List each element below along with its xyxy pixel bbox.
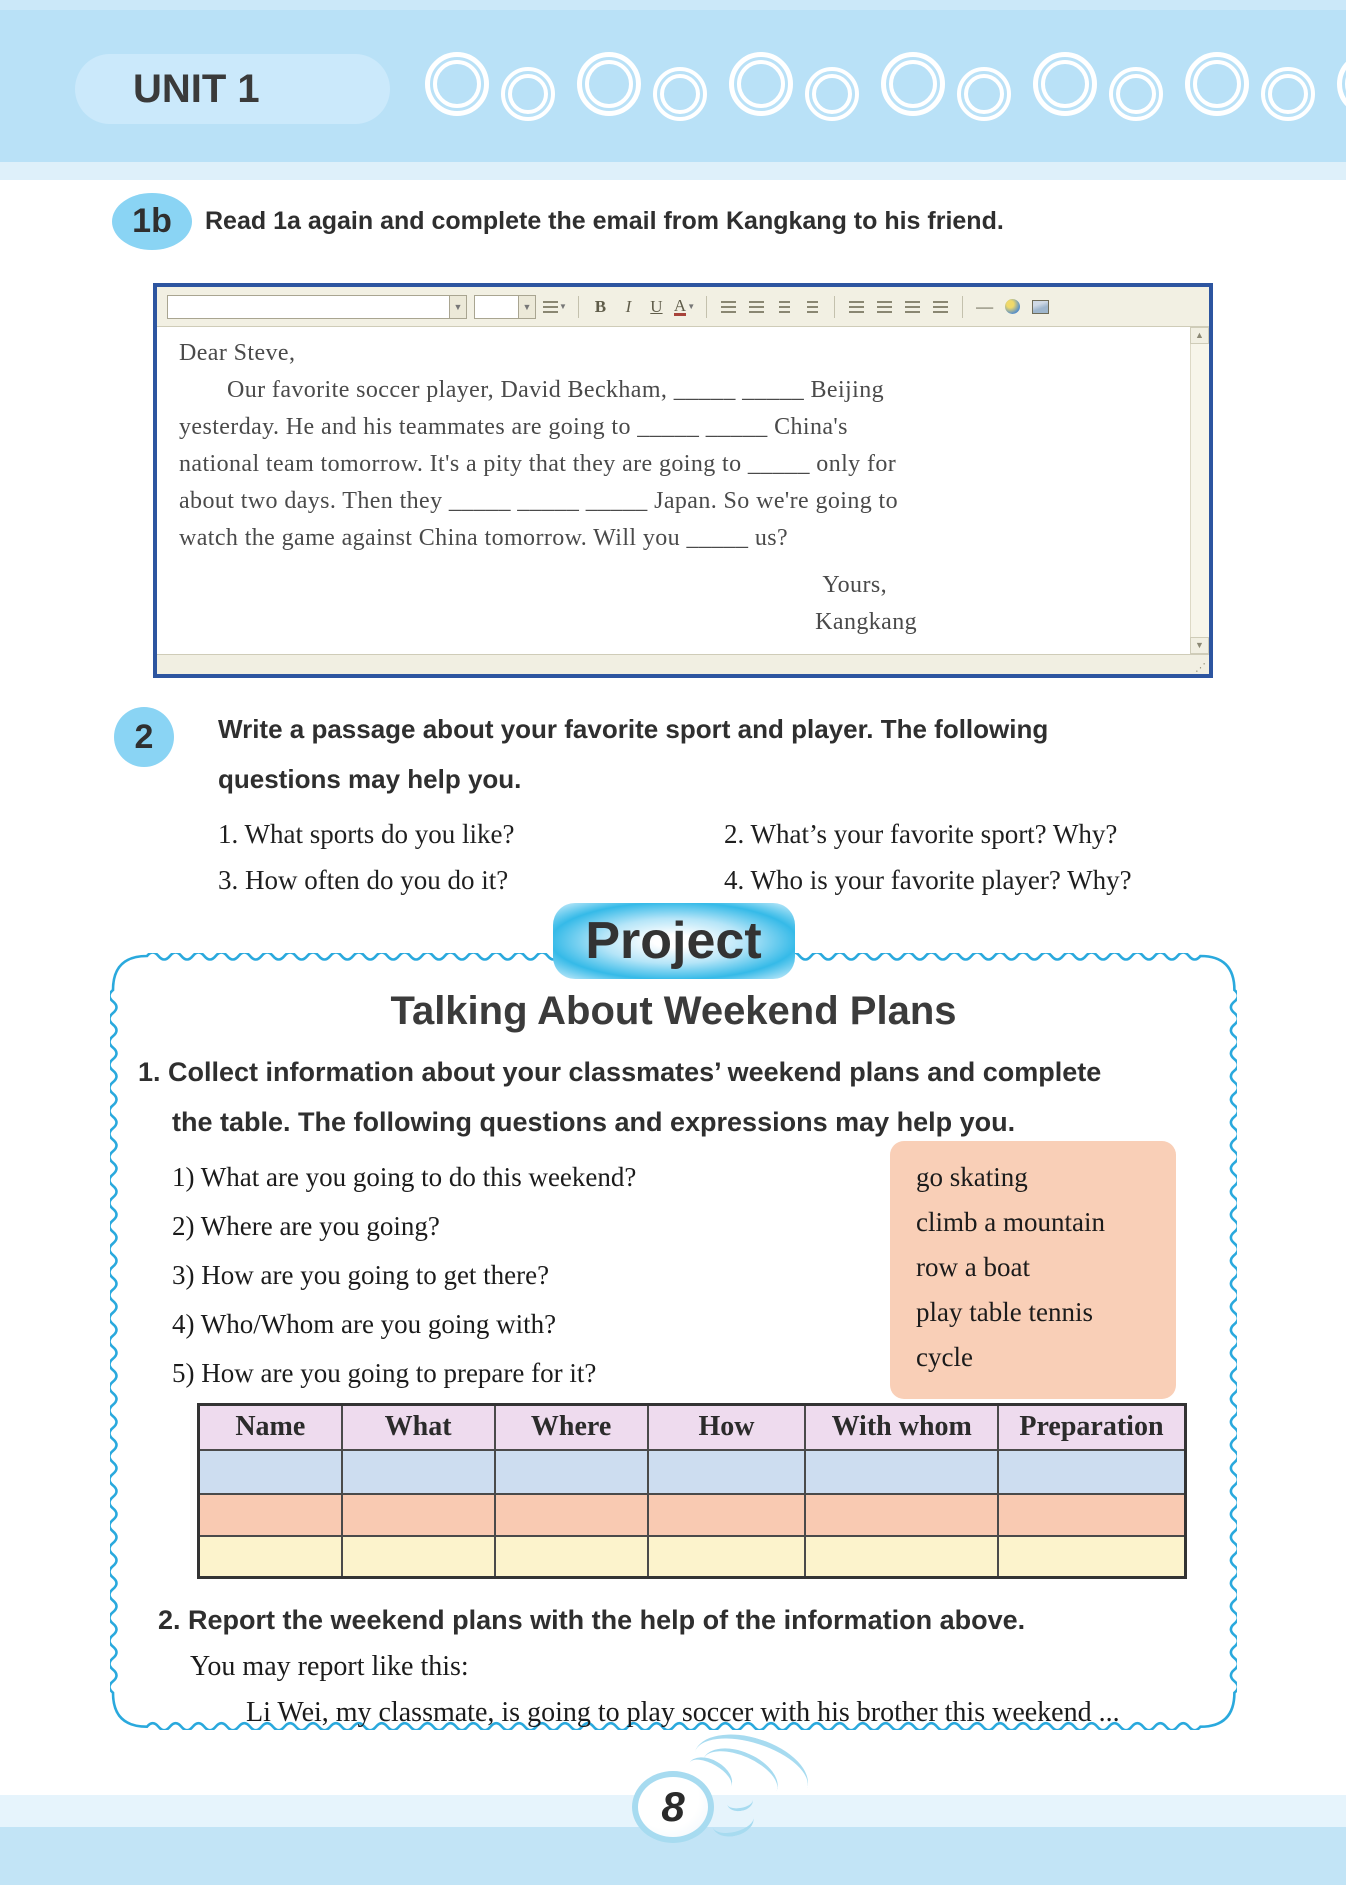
table-cell <box>805 1494 997 1536</box>
ring-ornament <box>1109 67 1163 121</box>
align-right-button[interactable] <box>902 296 923 318</box>
table-cell <box>495 1536 648 1578</box>
align-left-icon <box>849 301 864 313</box>
section-1b-instruction: Read 1a again and complete the email from Kangkang to his friend. <box>205 207 1004 235</box>
table-cell <box>199 1494 342 1536</box>
align-left-button[interactable] <box>846 296 867 318</box>
underline-button[interactable]: U <box>650 296 663 316</box>
table-cell <box>998 1450 1186 1494</box>
project-task1-line2: the table. The following questions and expressions may help you. <box>172 1107 1016 1137</box>
email-status-bar <box>157 654 1209 674</box>
email-line: national team tomorrow. It's a pity that they are going to _____ only for <box>179 451 897 477</box>
project-questions <box>172 1153 636 1398</box>
ring-ornament <box>1185 52 1249 116</box>
chevron-down-icon: ▼ <box>559 302 567 311</box>
table-header-name: Name <box>199 1405 342 1450</box>
table-cell <box>648 1450 806 1494</box>
header-bottom-strip <box>0 162 1346 180</box>
section-2-badge: 2 <box>114 707 174 767</box>
font-color-button[interactable] <box>674 296 695 318</box>
table-cell <box>495 1494 648 1536</box>
question-item: 2. What’s your favorite sport? Why? <box>724 819 1118 849</box>
ring-ornament <box>1033 52 1097 116</box>
table-cell <box>342 1536 495 1578</box>
table-cell <box>998 1494 1186 1536</box>
page-header <box>0 0 1346 180</box>
question-item: 1. What sports do you like? <box>218 819 515 849</box>
table-header-row <box>199 1405 1186 1450</box>
report-hint: You may report like this: <box>190 1651 469 1682</box>
bold-button[interactable]: B <box>594 296 607 316</box>
image-icon <box>1032 300 1049 314</box>
scroll-up-icon[interactable]: ▲ <box>1190 327 1209 344</box>
email-text <box>157 327 1209 641</box>
section-2-instruction-line2: questions may help you. <box>218 764 522 794</box>
section-1b-badge: 1b <box>112 193 192 250</box>
bullet-list-button[interactable] <box>746 296 767 318</box>
question-item: 4. Who is your favorite player? Why? <box>724 865 1132 895</box>
table-header-how: How <box>648 1405 806 1450</box>
resize-grip-icon[interactable]: ⋰ <box>1195 662 1206 674</box>
question-item: 5) How are you going to prepare for it? <box>172 1358 597 1388</box>
ring-ornament <box>501 67 555 121</box>
ring-ornament <box>577 52 641 116</box>
insert-image-button[interactable] <box>1030 296 1051 318</box>
table-header-with-whom: With whom <box>805 1405 997 1450</box>
toolbar-divider <box>706 296 707 318</box>
outdent-icon <box>779 301 790 313</box>
table-row <box>199 1450 1186 1494</box>
ring-ornament <box>805 67 859 121</box>
numbered-list-icon <box>721 301 736 313</box>
table-row <box>199 1536 1186 1578</box>
globe-icon <box>1005 299 1020 314</box>
section-2-instruction-line1: Write a passage about your favorite sport and player. The following <box>218 714 1049 744</box>
table-cell <box>342 1450 495 1494</box>
question-item: 3) How are you going to get there? <box>172 1260 550 1290</box>
email-editor-window <box>153 283 1213 678</box>
ring-ornament <box>957 67 1011 121</box>
project-section <box>110 912 1237 1730</box>
justify-button[interactable] <box>930 296 951 318</box>
ring-ornament <box>1261 67 1315 121</box>
project-badge: Project <box>553 903 795 979</box>
table-cell <box>495 1450 648 1494</box>
expression-item: play table tennis <box>916 1297 1093 1327</box>
chevron-down-icon: ▼ <box>518 296 535 318</box>
project-heading: Talking About Weekend Plans <box>390 989 957 1033</box>
unit-title: UNIT 1 <box>75 54 390 124</box>
justify-icon <box>933 301 948 313</box>
font-family-select[interactable] <box>167 295 467 319</box>
email-signoff: Yours, <box>822 572 887 598</box>
report-example: Li Wei, my classmate, is going to play soccer with his brother this weekend ... <box>246 1697 1120 1728</box>
scroll-down-icon[interactable]: ▼ <box>1190 637 1209 654</box>
table-header-what: What <box>342 1405 495 1450</box>
font-size-select[interactable] <box>474 295 536 319</box>
question-item: 2) Where are you going? <box>172 1211 440 1241</box>
table-cell <box>648 1536 806 1578</box>
bullet-list-icon <box>749 301 764 313</box>
font-size-value <box>475 296 518 318</box>
email-signature: Kangkang <box>815 609 917 635</box>
table-header-where: Where <box>495 1405 648 1450</box>
email-line: Dear Steve, <box>179 340 296 366</box>
chevron-down-icon: ▼ <box>687 302 696 311</box>
toolbar-divider <box>834 296 835 318</box>
paragraph-style-button[interactable] <box>543 296 567 318</box>
page-number-ball <box>632 1771 714 1843</box>
expression-item: row a boat <box>916 1252 1030 1282</box>
table-cell <box>805 1536 997 1578</box>
ring-ornament <box>425 52 489 116</box>
font-color-icon: A <box>673 295 687 315</box>
expression-item: cycle <box>916 1342 973 1372</box>
email-line: Our favorite soccer player, David Beckham, _____ _____ Beijing <box>227 377 884 403</box>
section-2-questions <box>218 817 1238 898</box>
table-cell <box>342 1494 495 1536</box>
horizontal-rule-button[interactable]: — <box>976 296 994 316</box>
expression-item: climb a mountain <box>916 1207 1105 1237</box>
project-task2: 2. Report the weekend plans with the help of the information above. <box>158 1605 1026 1635</box>
table-header-preparation: Preparation <box>998 1405 1186 1450</box>
numbered-list-button[interactable] <box>718 296 739 318</box>
table-row <box>199 1494 1186 1536</box>
email-line: watch the game against China tomorrow. Will you _____ us? <box>179 525 789 551</box>
scrollbar[interactable] <box>1190 327 1209 654</box>
align-right-icon <box>905 301 920 313</box>
chevron-down-icon: ▼ <box>449 296 466 318</box>
align-center-icon <box>877 301 892 313</box>
email-toolbar <box>157 287 1209 327</box>
insert-link-button[interactable] <box>1002 296 1023 318</box>
table-cell <box>648 1494 806 1536</box>
align-center-button[interactable] <box>874 296 895 318</box>
expressions-box <box>890 1141 1176 1399</box>
email-line: yesterday. He and his teammates are going to _____ _____ China's <box>179 414 848 440</box>
expression-item: go skating <box>916 1162 1028 1192</box>
italic-button[interactable]: I <box>625 296 632 316</box>
question-item: 4) Who/Whom are you going with? <box>172 1309 557 1339</box>
question-item: 1) What are you going to do this weekend? <box>172 1162 637 1192</box>
font-family-value <box>168 296 449 318</box>
weekend-plans-table <box>197 1403 1187 1579</box>
outdent-button[interactable] <box>774 296 795 318</box>
ring-ornament <box>881 52 945 116</box>
project-task1-line1: 1. Collect information about your classmates’ weekend plans and complete <box>138 1057 1102 1087</box>
ring-ornament <box>729 52 793 116</box>
page-number: 8 <box>661 1783 685 1830</box>
table-cell <box>199 1450 342 1494</box>
toolbar-divider <box>578 296 579 318</box>
paragraph-icon <box>543 301 558 313</box>
ring-ornament <box>653 67 707 121</box>
table-cell <box>199 1536 342 1578</box>
indent-icon <box>807 301 818 313</box>
indent-button[interactable] <box>802 296 823 318</box>
header-top-strip <box>0 0 1346 10</box>
question-item: 3. How often do you do it? <box>218 865 509 895</box>
toolbar-divider <box>962 296 963 318</box>
table-cell <box>805 1450 997 1494</box>
table-cell <box>998 1536 1186 1578</box>
email-body-area[interactable] <box>157 327 1209 654</box>
email-line: about two days. Then they _____ _____ _____ Japan. So we're going to <box>179 488 898 514</box>
